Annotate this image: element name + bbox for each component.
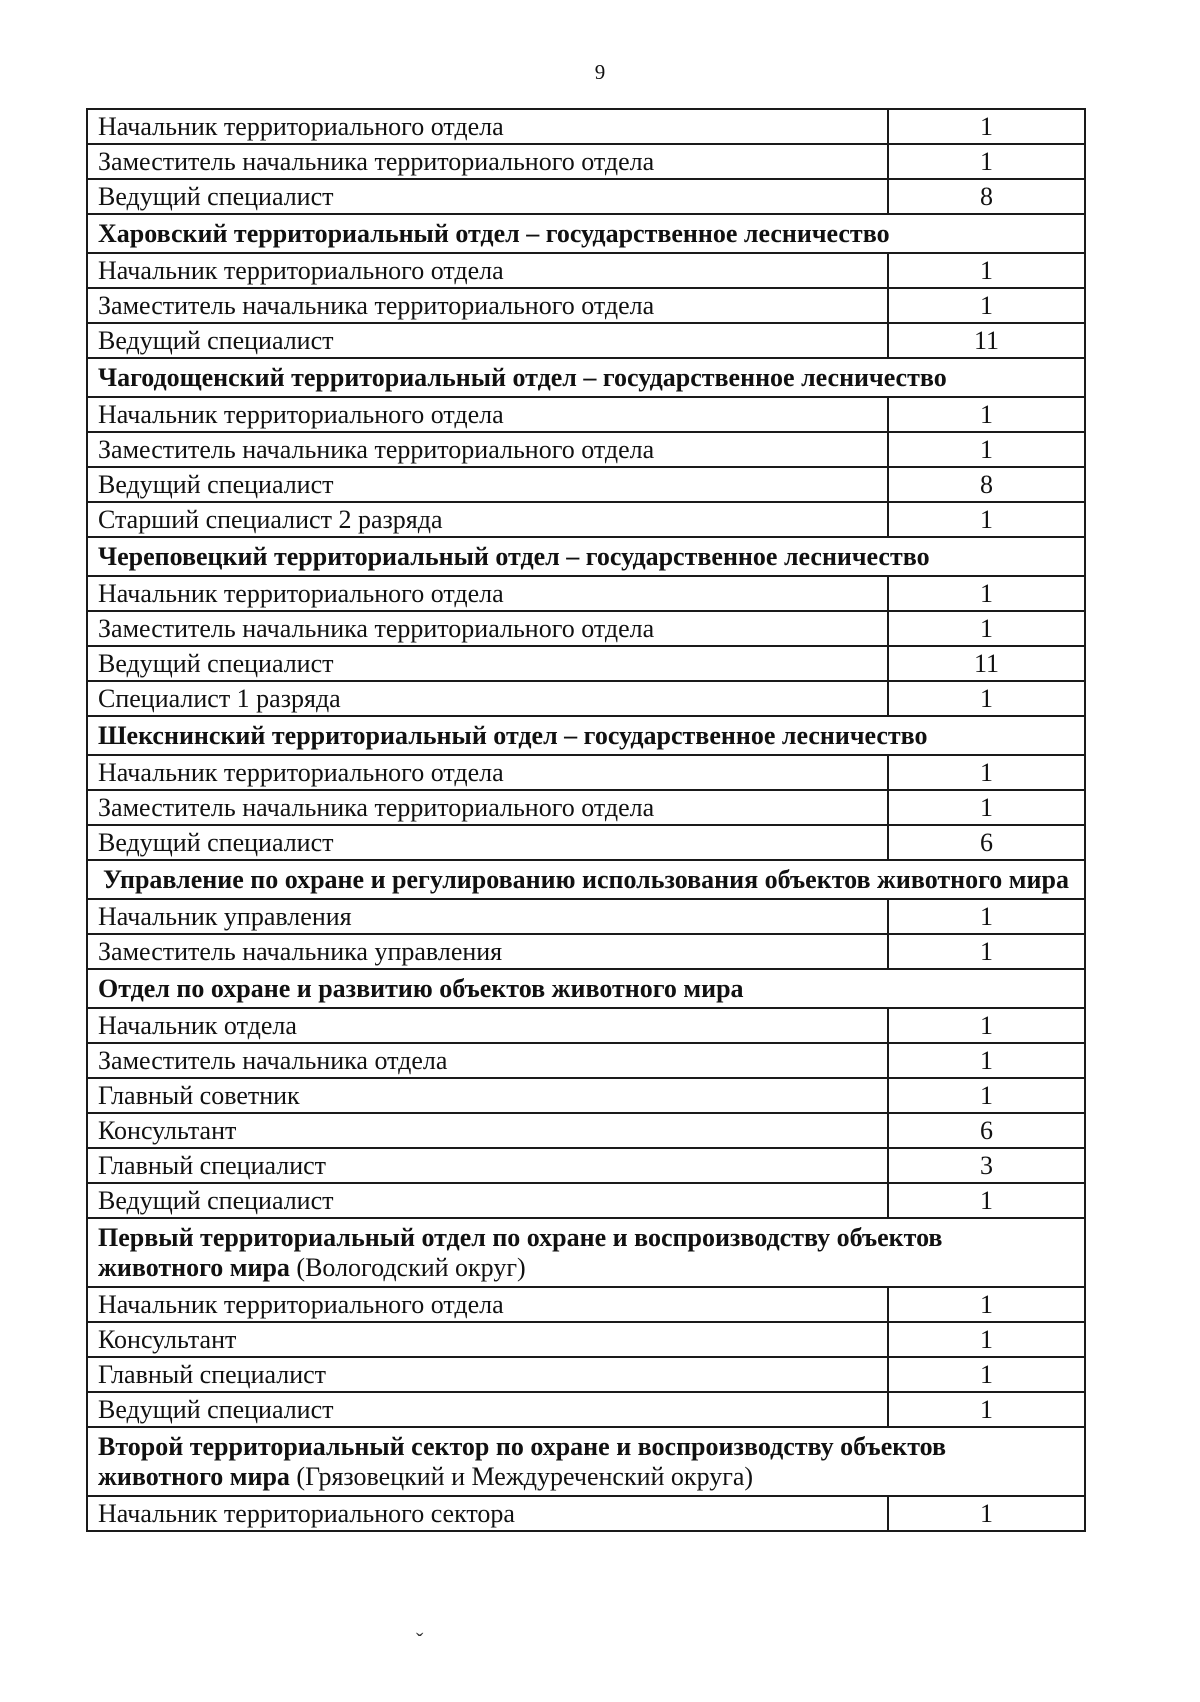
position-row xyxy=(87,397,1085,432)
section-header-row xyxy=(87,716,1085,755)
position-row xyxy=(87,755,1085,790)
position-name-cell: Специалист 1 разряда xyxy=(87,681,888,716)
position-count-cell: 1 xyxy=(888,899,1085,934)
section-title-cell xyxy=(87,860,1085,899)
position-row xyxy=(87,1148,1085,1183)
position-row xyxy=(87,1322,1085,1357)
position-name-cell: Заместитель начальника отдела xyxy=(87,1043,888,1078)
position-name-cell: Заместитель начальника территориального отдела xyxy=(87,611,888,646)
position-row xyxy=(87,502,1085,537)
position-count-cell: 1 xyxy=(888,1078,1085,1113)
position-count-cell: 1 xyxy=(888,1287,1085,1322)
position-count-cell: 1 xyxy=(888,1496,1085,1531)
position-name-cell: Ведущий специалист xyxy=(87,323,888,358)
position-row xyxy=(87,1113,1085,1148)
position-name-cell: Главный советник xyxy=(87,1078,888,1113)
section-title-cell xyxy=(87,1427,1085,1496)
section-title-cell xyxy=(87,969,1085,1008)
position-name-cell: Заместитель начальника территориального отдела xyxy=(87,288,888,323)
section-header-row xyxy=(87,358,1085,397)
position-count-cell: 1 xyxy=(888,934,1085,969)
section-title-cell xyxy=(87,537,1085,576)
position-name-cell: Начальник территориального отдела xyxy=(87,576,888,611)
position-name-cell: Ведущий специалист xyxy=(87,825,888,860)
position-count-cell: 1 xyxy=(888,109,1085,144)
position-count-cell: 6 xyxy=(888,1113,1085,1148)
position-count-cell: 11 xyxy=(888,323,1085,358)
position-count-cell: 1 xyxy=(888,1357,1085,1392)
position-count-cell: 1 xyxy=(888,755,1085,790)
position-name-cell: Начальник управления xyxy=(87,899,888,934)
section-header-row xyxy=(87,969,1085,1008)
position-row xyxy=(87,1183,1085,1218)
section-title-cell xyxy=(87,214,1085,253)
position-row xyxy=(87,179,1085,214)
section-title: Харовский территориальный отдел – государственное лесничество xyxy=(98,219,890,248)
position-name-cell: Начальник отдела xyxy=(87,1008,888,1043)
position-count-cell: 6 xyxy=(888,825,1085,860)
position-name-cell: Заместитель начальника территориального отдела xyxy=(87,790,888,825)
section-header-row xyxy=(87,860,1085,899)
position-count-cell: 1 xyxy=(888,790,1085,825)
position-name-cell: Главный специалист xyxy=(87,1357,888,1392)
position-count-cell: 8 xyxy=(888,179,1085,214)
position-name-cell: Заместитель начальника управления xyxy=(87,934,888,969)
section-title-cell xyxy=(87,716,1085,755)
position-row xyxy=(87,790,1085,825)
section-title-cell xyxy=(87,358,1085,397)
section-header-row xyxy=(87,537,1085,576)
position-name-cell: Ведущий специалист xyxy=(87,179,888,214)
position-name-cell: Консультант xyxy=(87,1113,888,1148)
position-count-cell: 1 xyxy=(888,432,1085,467)
position-name-cell: Начальник территориального отдела xyxy=(87,253,888,288)
position-row xyxy=(87,1392,1085,1427)
section-title: Чагодощенский территориальный отдел – государственное лесничество xyxy=(98,363,947,392)
position-name-cell: Старший специалист 2 разряда xyxy=(87,502,888,537)
position-row xyxy=(87,432,1085,467)
position-row xyxy=(87,1008,1085,1043)
position-row xyxy=(87,323,1085,358)
position-name-cell: Консультант xyxy=(87,1322,888,1357)
position-count-cell: 1 xyxy=(888,1008,1085,1043)
position-name-cell: Начальник территориального сектора xyxy=(87,1496,888,1531)
position-count-cell: 1 xyxy=(888,1043,1085,1078)
position-count-cell: 8 xyxy=(888,467,1085,502)
section-title: Второй территориальный сектор по охране и воспроизводству объектов животного мира xyxy=(98,1432,947,1491)
staffing-table-body xyxy=(87,109,1085,1531)
position-name-cell: Ведущий специалист xyxy=(87,1392,888,1427)
position-row xyxy=(87,288,1085,323)
position-row xyxy=(87,681,1085,716)
position-row xyxy=(87,253,1085,288)
position-count-cell: 1 xyxy=(888,1183,1085,1218)
position-name-cell: Начальник территориального отдела xyxy=(87,755,888,790)
position-count-cell: 1 xyxy=(888,288,1085,323)
position-row xyxy=(87,1496,1085,1531)
position-row xyxy=(87,576,1085,611)
position-row xyxy=(87,1287,1085,1322)
position-name-cell: Заместитель начальника территориального отдела xyxy=(87,432,888,467)
position-row xyxy=(87,1357,1085,1392)
position-row xyxy=(87,825,1085,860)
section-title: Первый территориальный отдел по охране и воспроизводству объектов животного мира xyxy=(98,1223,943,1282)
position-count-cell: 1 xyxy=(888,611,1085,646)
position-count-cell: 11 xyxy=(888,646,1085,681)
section-header-row xyxy=(87,1218,1085,1287)
position-row xyxy=(87,611,1085,646)
position-row xyxy=(87,899,1085,934)
position-count-cell: 1 xyxy=(888,397,1085,432)
scan-artifact-dot: ˇ xyxy=(416,1628,424,1653)
position-count-cell: 1 xyxy=(888,681,1085,716)
position-row xyxy=(87,144,1085,179)
position-count-cell: 1 xyxy=(888,576,1085,611)
position-count-cell: 3 xyxy=(888,1148,1085,1183)
position-row xyxy=(87,1043,1085,1078)
position-count-cell: 1 xyxy=(888,1322,1085,1357)
section-title: Шекснинский территориальный отдел – государственное лесничество xyxy=(98,721,928,750)
position-name-cell: Начальник территориального отдела xyxy=(87,1287,888,1322)
section-title-district: (Грязовецкий и Междуреченский округа) xyxy=(289,1462,754,1491)
position-name-cell: Начальник территориального отдела xyxy=(87,397,888,432)
section-title: Отдел по охране и развитию объектов животного мира xyxy=(98,974,744,1003)
section-title: Череповецкий территориальный отдел – государственное лесничество xyxy=(98,542,930,571)
position-row xyxy=(87,1078,1085,1113)
position-row xyxy=(87,467,1085,502)
staffing-table xyxy=(86,108,1086,1532)
section-title: Управление по охране и регулированию использования объектов животного мира xyxy=(103,865,1069,894)
position-name-cell: Главный специалист xyxy=(87,1148,888,1183)
position-row xyxy=(87,109,1085,144)
section-header-row xyxy=(87,1427,1085,1496)
position-name-cell: Заместитель начальника территориального отдела xyxy=(87,144,888,179)
position-count-cell: 1 xyxy=(888,1392,1085,1427)
position-name-cell: Ведущий специалист xyxy=(87,646,888,681)
position-name-cell: Ведущий специалист xyxy=(87,467,888,502)
position-name-cell: Ведущий специалист xyxy=(87,1183,888,1218)
position-row xyxy=(87,934,1085,969)
position-row xyxy=(87,646,1085,681)
page-number: 9 xyxy=(594,60,606,84)
section-title-cell xyxy=(87,1218,1085,1287)
position-count-cell: 1 xyxy=(888,144,1085,179)
position-count-cell: 1 xyxy=(888,502,1085,537)
section-header-row xyxy=(87,214,1085,253)
position-name-cell: Начальник территориального отдела xyxy=(87,109,888,144)
position-count-cell: 1 xyxy=(888,253,1085,288)
section-title-district: (Вологодский округ) xyxy=(289,1253,526,1282)
